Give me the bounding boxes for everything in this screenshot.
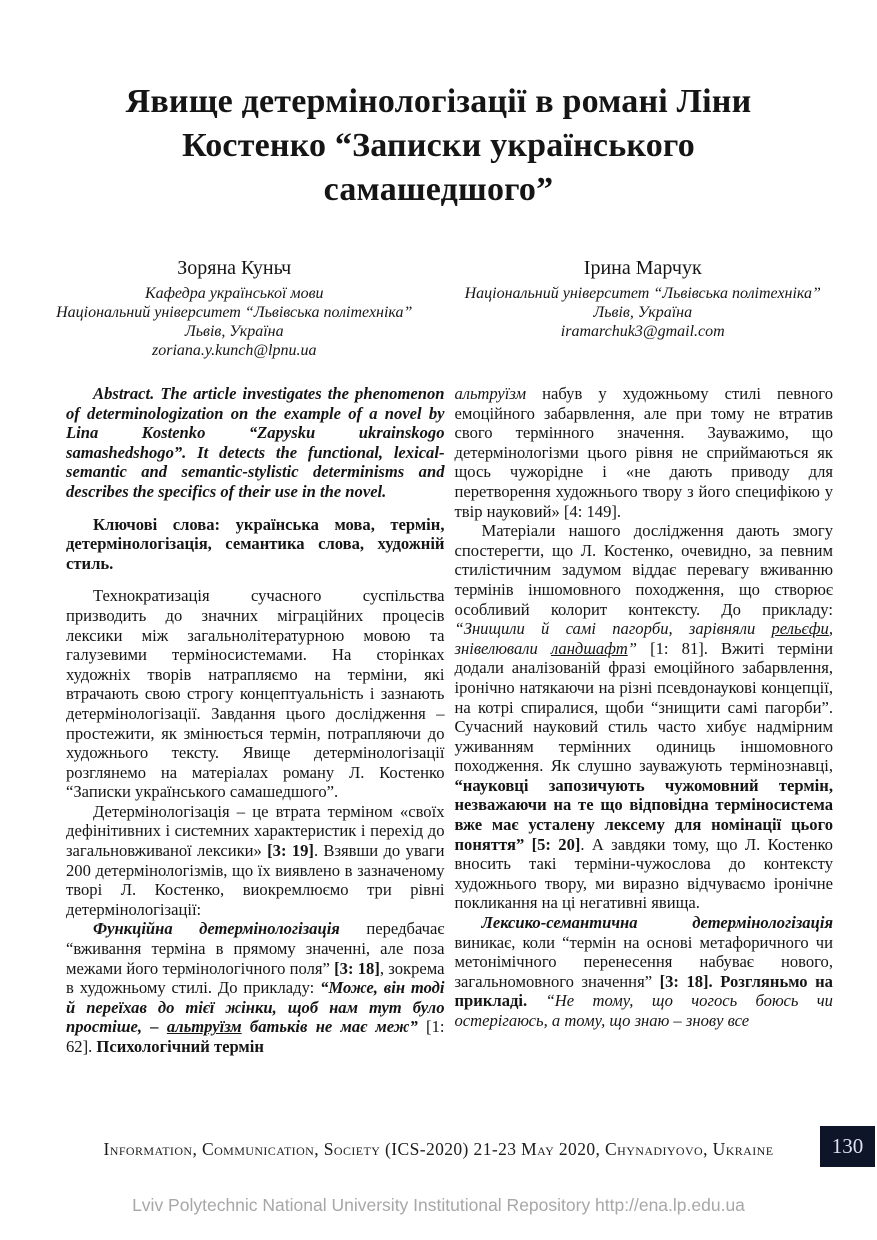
- text-run: ”: [627, 638, 637, 658]
- text-run: ландшафт: [550, 638, 628, 658]
- text-run: виникає, коли “термін на основі метафоричного чи метонімічного перенесення набуває нового, загальномовного значення”: [454, 932, 833, 991]
- text-run: [3: 19]: [267, 841, 314, 861]
- text-run: альтруїзм: [166, 1017, 242, 1037]
- text-run: Детермінологізація – це втрата терміном «своїх дефінітивних і системних характеристик і перехід до загальновживаної лексики»: [66, 801, 445, 861]
- body-columns: [0, 360, 877, 1057]
- paragraph: [66, 919, 445, 1056]
- paper-title: [0, 0, 877, 212]
- text-run: “Може, він тоді й переїхав до тієї жінки, щоб нам тут було простіше, –: [66, 978, 445, 1037]
- text-run: передбачає “вживання терміна в прямому значенні, але поза межами його термінологічного поля”: [66, 919, 445, 978]
- text-run: [1: 62].: [66, 1017, 445, 1056]
- text-run: рельєфи: [771, 619, 829, 639]
- left-column: [66, 384, 445, 1057]
- author-affiliation-line: Львів, Україна: [593, 304, 693, 321]
- author-name: Зоряна Куньч: [177, 257, 292, 279]
- text-run: , зокрема в художньому стилі. До прикладу:: [66, 958, 445, 998]
- text-run: Ключові слова: українська мова, термін, детермінологізація, семантика слова, художній стиль.: [66, 514, 445, 573]
- paragraph: [455, 913, 834, 1031]
- text-run: Технократизація сучасного суспільства призводить до значних міграційних процесів лексики між загальнолітературною мовою та галузевими терміносистемами. На сторінках художніх творів натрапляємо на терміни, які втрачають свою строгу концептуальність і зазнають детермінологізації. Завдання цього дослідження – простежити, як змінюється термін, потрапляючи до художнього тексту. Явище детермінологізації розглянемо на матеріалах роману Л. Костенко “Записки українського самашедшого”.: [66, 586, 445, 802]
- author-name: Ірина Марчук: [583, 257, 702, 279]
- paper-title-line: самашедшого”: [323, 171, 554, 208]
- text-run: набув у художньому стилі певного емоційного забарвлення, але при тому не втратив свого термінного значення. Зауважимо, що детермінологізми цього рівня не сприймаються як щось чужорідне і «не дають приводу для перетворення художнього твору з його специфікою у твір науковий» [4: 149].: [454, 384, 833, 521]
- text-run: [3: 18]: [334, 958, 380, 978]
- text-run: [3: 18]. Розгляньмо на прикладі.: [454, 971, 833, 1011]
- paragraph: [455, 384, 834, 521]
- text-run: “Не тому, що чогось боюсь чи остерігаюсь, а тому, що знаю – знову все: [454, 991, 833, 1030]
- text-run: Abstract. The article investigates the phenomenon of determinologization on the example of a novel by Lina Kostenko “Zapysku ukrainskogo samashedshogo”. It detects the functional, lexical-semantic and semantic-stylistic determinisms and describes the specifics of their use in the novel.: [66, 384, 445, 501]
- text-run: Лексико-семантична детермінологізація: [481, 913, 833, 933]
- page-number: 130: [831, 1134, 864, 1158]
- text-run: Матеріали нашого дослідження дають змогу спостерегти, що Л. Костенко, очевидно, за певним стилістичним задумом віддає перевагу вживанню термінів іншомовного походження, що створює особливий колорит контексту. До прикладу:: [454, 521, 833, 619]
- author-block-2: [439, 256, 848, 360]
- text-run: Функційна детермінологізація: [93, 919, 340, 939]
- paper-title-line: Явище детермінологізації в романі Ліни: [125, 83, 752, 120]
- paragraph: [66, 802, 445, 920]
- text-run: батьків не має меж”: [241, 1017, 418, 1037]
- author-affiliation-line: Львів, Україна: [184, 323, 284, 340]
- page-number-badge: [820, 1126, 875, 1167]
- text-run: . Взявши до уваги 200 детермінологізмів, що їх виявлено в зазначеному творі Л. Костенко, виокремлюємо три рівні детермінологізації:: [66, 841, 445, 919]
- paragraph: [455, 521, 834, 913]
- author-affiliation-line: Національний університет “Львівська політехніка”: [56, 304, 413, 321]
- author-email: zoriana.y.kunch@lpnu.ua: [152, 342, 317, 359]
- text-run: [1: 81]. Вжиті терміни додали аналізованій фразі емоційного забарвлення, іронічно натякаючи на різні псевдонаукові концепції, на котрі спиралися, щоби “знищити самі пагорби”. Сучасний науковий стиль часто хибує надмірним уживанням термінних одиниць іншомовного походження. Як слушно зауважують термінознавці,: [454, 638, 833, 776]
- repository-footer: Lviv Polytechnic National University Institutional Repository http://ena.lp.edu.ua: [132, 1195, 745, 1215]
- text-run: [527, 991, 545, 1010]
- text-run: “Знищили й самі пагорби, зарівняли: [454, 619, 772, 639]
- author-affiliation-line: Кафедра української мови: [144, 285, 324, 302]
- conference-footer: Information, Communication, Society (ICS-2020) 21-23 May 2020, Chynadiyovo, Ukraine: [103, 1139, 774, 1159]
- paragraph: [66, 384, 445, 502]
- paragraph: [66, 515, 445, 574]
- author-affiliation-line: Національний університет “Львівська політехніка”: [464, 285, 821, 302]
- text-run: . А завдяки тому, що Л. Костенко вносить такі терміни-чужослова до контексту художнього твору, ми виразно відчуваємо іронічне покликання на ці негативні явища.: [454, 834, 833, 913]
- paper-title-line: Костенко “Записки українського: [182, 127, 695, 164]
- authors-block: [0, 256, 877, 360]
- text-run: “науковці запозичують чужомовний термін, незважаючи на те що відповідна терміносистема вже має усталену лексему для номінації цього поняття” [5: 20]: [454, 775, 833, 854]
- paragraph: [66, 586, 445, 802]
- text-run: Психологічний термін: [96, 1037, 264, 1056]
- text-run: , знівелювали: [454, 619, 833, 658]
- author-block-1: [30, 256, 439, 360]
- right-column: [455, 384, 834, 1057]
- text-run: альтруїзм: [454, 384, 527, 403]
- author-email: iramarchuk3@gmail.com: [560, 323, 725, 340]
